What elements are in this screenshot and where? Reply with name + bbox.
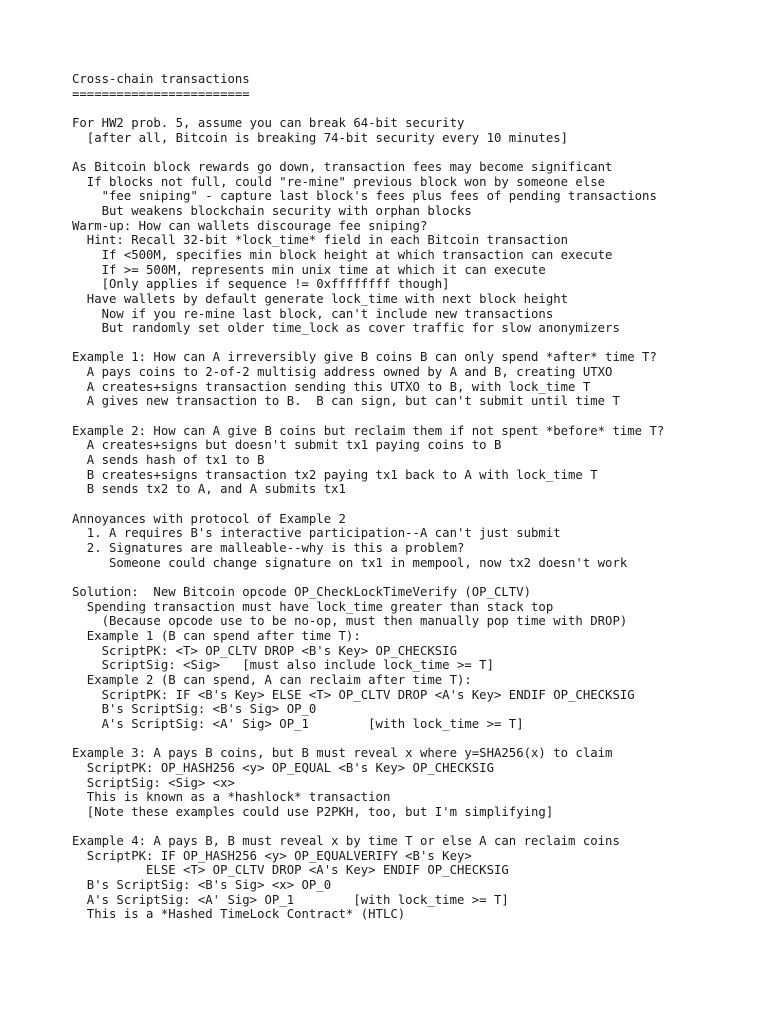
text-line: "fee sniping" - capture last block's fees plus fees of pending transactions: [72, 189, 657, 204]
text-line: [72, 336, 664, 351]
text-line: Solution: New Bitcoin opcode OP_CheckLockTimeVerify (OP_CLTV): [72, 584, 532, 599]
text-line: Example 2: How can A give B coins but reclaim them if not spent *before* time T?: [72, 423, 665, 438]
text-line: (Because opcode use to be no-op, must then manually pop time with DROP): [72, 614, 628, 629]
text-line: Example 1 (B can spend after time T):: [72, 628, 361, 643]
text-line: [72, 819, 664, 834]
text-line: ScriptPK: IF <B's Key> ELSE <T> OP_CLTV DROP <A's Key> ENDIF OP_CHECKSIG: [72, 687, 635, 702]
text-line: ScriptPK: <T> OP_CLTV DROP <B's Key> OP_CHECKSIG: [72, 643, 457, 658]
text-line: Someone could change signature on tx1 in mempool, now tx2 doesn't work: [72, 555, 628, 570]
text-line: B's ScriptSig: <B's Sig> <x> OP_0: [72, 878, 332, 893]
text-line: ScriptSig: <Sig> [must also include lock_time >= T]: [72, 658, 494, 673]
text-line: [72, 101, 664, 116]
text-line: A's ScriptSig: <A' Sig> OP_1 [with lock_time >= T]: [72, 716, 524, 731]
text-line: A creates+signs transaction sending this UTXO to B, with lock_time T: [72, 379, 591, 394]
text-line: B sends tx2 to A, and A submits tx1: [72, 482, 346, 497]
text-line: [72, 497, 664, 512]
text-line: ScriptPK: OP_HASH256 <y> OP_EQUAL <B's Key> OP_CHECKSIG: [72, 760, 494, 775]
text-line: ========================: [72, 86, 250, 101]
text-line: A's ScriptSig: <A' Sig> OP_1 [with lock_time >= T]: [72, 892, 509, 907]
text-line: ScriptPK: IF OP_HASH256 <y> OP_EQUALVERIFY <B's Key>: [72, 848, 472, 863]
text-line: ELSE <T> OP_CLTV DROP <A's Key> ENDIF OP_CHECKSIG: [72, 863, 509, 878]
text-line: A gives new transaction to B. B can sign, but can't submit until time T: [72, 394, 620, 409]
text-line: Example 3: A pays B coins, but B must reveal x where y=SHA256(x) to claim: [72, 746, 613, 761]
text-line: Annoyances with protocol of Example 2: [72, 511, 346, 526]
text-line: A creates+signs but doesn't submit tx1 paying coins to B: [72, 438, 502, 453]
text-line: ScriptSig: <Sig> <x>: [72, 775, 235, 790]
text-line: Warm-up: How can wallets discourage fee sniping?: [72, 218, 428, 233]
text-line: [72, 145, 664, 160]
text-line: [72, 732, 664, 747]
text-line: Have wallets by default generate lock_time with next block height: [72, 291, 569, 306]
text-line: Spending transaction must have lock_time greater than stack top: [72, 599, 554, 614]
text-line: A pays coins to 2-of-2 multisig address owned by A and B, creating UTXO: [72, 365, 613, 380]
text-line: [72, 409, 664, 424]
text-line: But randomly set older time_lock as cover traffic for slow anonymizers: [72, 321, 620, 336]
text-line: Example 2 (B can spend, A can reclaim after time T):: [72, 672, 472, 687]
text-line: B creates+signs transaction tx2 paying tx1 back to A with lock_time T: [72, 467, 598, 482]
text-line: Cross-chain transactions: [72, 72, 250, 86]
text-line: [Only applies if sequence != 0xffffffff though]: [72, 277, 450, 292]
text-line: Example 1: How can A irreversibly give B coins B can only spend *after* time T?: [72, 350, 657, 365]
text-line: B's ScriptSig: <B's Sig> OP_0: [72, 702, 317, 717]
text-line: But weakens blockchain security with orphan blocks: [72, 203, 472, 218]
text-line: Example 4: A pays B, B must reveal x by time T or else A can reclaim coins: [72, 834, 620, 849]
text-line: If >= 500M, represents min unix time at which it can execute: [72, 262, 546, 277]
text-line: If blocks not full, could "re-mine" previous block won by someone else: [72, 174, 606, 189]
text-line: A sends hash of tx1 to B: [72, 453, 265, 468]
text-line: 1. A requires B's interactive participation--A can't just submit: [72, 526, 561, 541]
document-text: [72, 72, 664, 922]
text-line: As Bitcoin block rewards go down, transaction fees may become significant: [72, 159, 613, 174]
text-line: Now if you re-mine last block, can't include new transactions: [72, 306, 554, 321]
text-line: For HW2 prob. 5, assume you can break 64-bit security: [72, 115, 465, 130]
text-line: If <500M, specifies min block height at which transaction can execute: [72, 247, 613, 262]
text-line: [72, 570, 664, 585]
text-line: 2. Signatures are malleable--why is this a problem?: [72, 541, 465, 555]
text-line: [Note these examples could use P2PKH, too, but I'm simplifying]: [72, 804, 554, 819]
text-line: This is known as a *hashlock* transaction: [72, 790, 391, 805]
text-line: This is a *Hashed TimeLock Contract* (HTLC): [72, 907, 406, 922]
text-line: [after all, Bitcoin is breaking 74-bit security every 10 minutes]: [72, 130, 569, 145]
text-line: Hint: Recall 32-bit *lock_time* field in each Bitcoin transaction: [72, 233, 569, 248]
